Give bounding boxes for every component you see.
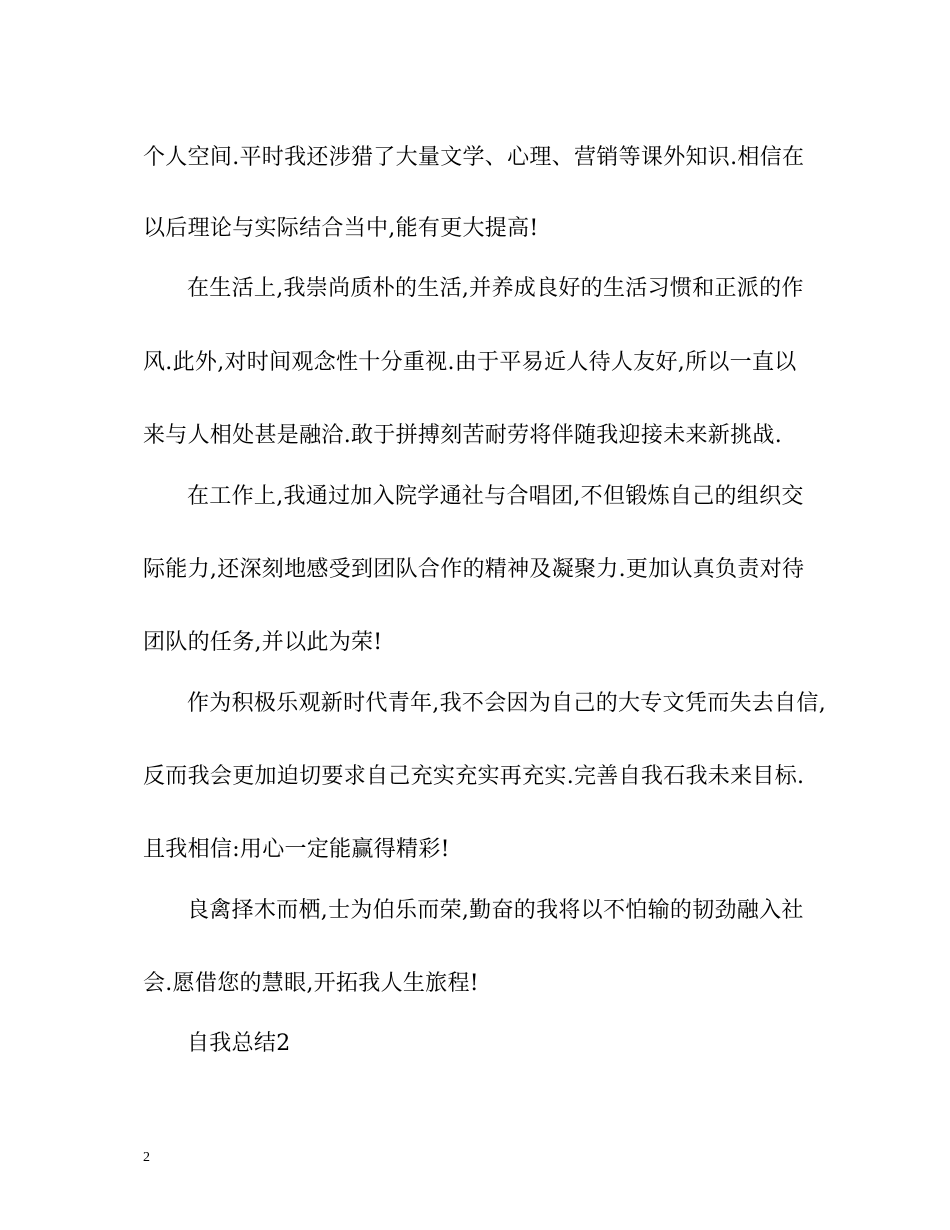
text-line: 且我相信:用心一定能赢得精彩! — [143, 837, 450, 862]
paragraph-first-line: 在工作上,我通过加入院学通社与合唱团,不但锻炼自己的组织交 — [187, 484, 804, 509]
paragraph-first-line: 在生活上,我崇尚质朴的生活,并养成良好的生活习惯和正派的作 — [187, 276, 804, 301]
paragraph-first-line: 作为积极乐观新时代青年,我不会因为自己的大专文凭而失去自信, — [187, 691, 826, 716]
text-line: 来与人相处甚是融洽.敢于拼搏刻苦耐劳将伴随我迎接未来新挑战. — [143, 423, 782, 448]
text-line: 反而我会更加迫切要求自己充实充实再充实.完善自我石我未来目标. — [143, 764, 805, 789]
text-line: 际能力,还深刻地感受到团队合作的精神及凝聚力.更加认真负责对待 — [143, 557, 805, 582]
text-line: 个人空间.平时我还涉猎了大量文学、心理、营销等课外知识.相信在 — [143, 145, 805, 170]
paragraph-first-line: 良禽择木而栖,士为伯乐而荣,勤奋的我将以不怕输的韧劲融入社 — [187, 898, 804, 923]
text-line: 会.愿借您的慧眼,开拓我人生旅程! — [143, 971, 479, 996]
text-line: 团队的任务,并以此为荣! — [143, 630, 383, 655]
text-line: 风.此外,对时间观念性十分重视.由于平易近人待人友好,所以一直以 — [143, 350, 797, 375]
section-heading: 自我总结2 — [187, 1031, 291, 1056]
text-line: 以后理论与实际结合当中,能有更大提高! — [143, 216, 539, 241]
page-number: 2 — [143, 1150, 150, 1165]
